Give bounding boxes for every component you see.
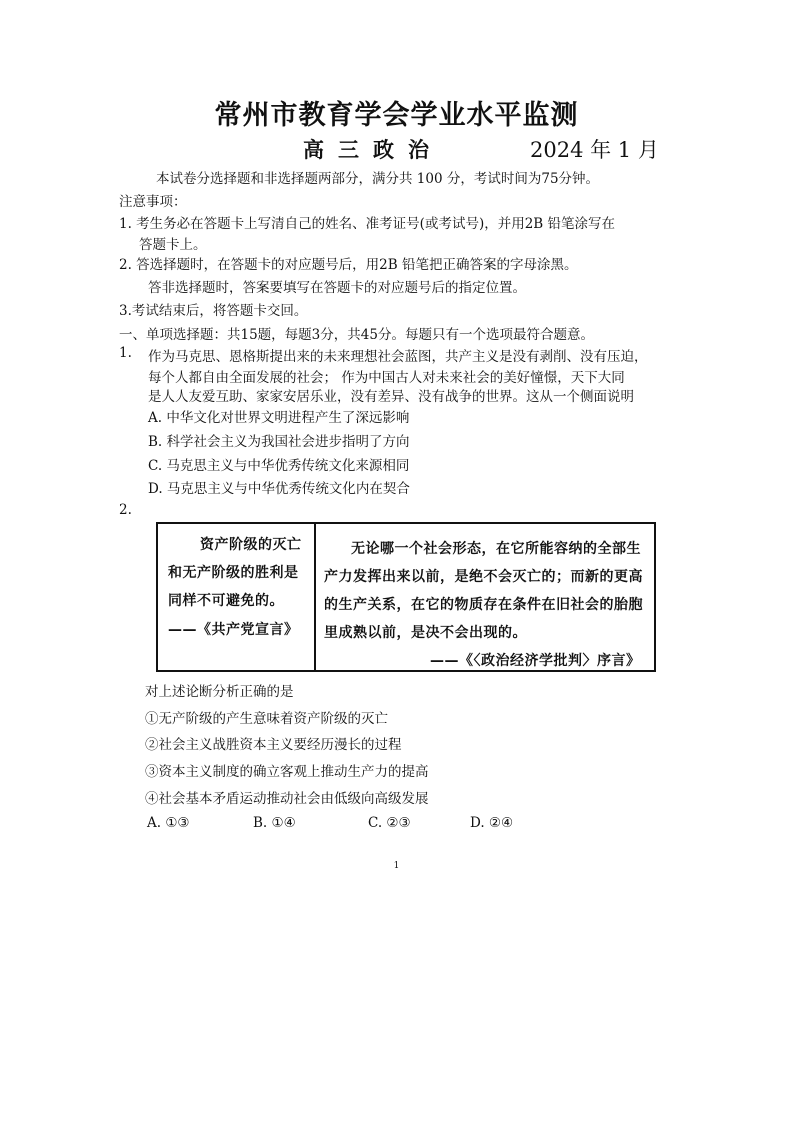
quote-right-source: ——《〈政治经济学批判〉序言》: [430, 653, 641, 669]
quote-left-line: 和无产阶级的胜利是: [168, 565, 299, 581]
quote-left-line: 资产阶级的灭亡: [200, 537, 302, 553]
question-1-stem-line-2: 每个人都自由全面发展的社会； 作为中国古人对未来社会的美好憧憬，天下大同: [148, 370, 625, 386]
question-2-choice-a[interactable]: A. ①③: [147, 815, 190, 831]
question-1-option-a[interactable]: A. 中华文化对世界文明进程产生了深远影响: [148, 410, 410, 426]
question-2-choice-d[interactable]: D. ②④: [470, 815, 514, 831]
page-number: 1: [393, 861, 400, 871]
question-2-statement-2: ②社会主义战胜资本主义要经历漫长的过程: [145, 737, 402, 753]
question-1-stem-line-3: 是人人友爱互助、家家安居乐业，没有差异、没有战争的世界。这从一个侧面说明: [148, 389, 634, 405]
notice-item-1: 1. 考生务必在答题卡上写清自己的姓名、准考证号(或考试号)，并用2B 铅笔涂写在: [119, 216, 616, 232]
question-1-option-c[interactable]: C. 马克思主义与中华优秀传统文化来源相同: [148, 458, 410, 474]
question-2-statement-1: ①无产阶级的产生意味着资产阶级的灭亡: [145, 711, 388, 727]
question-1-number: 1.: [119, 345, 132, 361]
question-1-option-b[interactable]: B. 科学社会主义为我国社会进步指明了方向: [148, 434, 410, 450]
quote-left-source: ——《共产党宣言》: [168, 622, 299, 638]
question-2-number: 2.: [119, 502, 132, 518]
notice-heading: 注意事项：: [119, 194, 187, 210]
quote-right-line: 里成熟以前，是决不会出现的。: [324, 625, 527, 641]
question-2-choice-b[interactable]: B. ①④: [253, 815, 296, 831]
notice-item-2: 2. 答选择题时，在答题卡的对应题号后，用2B 铅笔把正确答案的字母涂黑。: [119, 257, 578, 273]
quote-left-panel: [158, 524, 316, 670]
quote-right-line: 无论哪一个社会形态，在它所能容纳的全部生: [351, 541, 641, 557]
quote-box: [156, 522, 656, 672]
quote-right-panel: [316, 524, 654, 670]
question-1-stem-line-1: 作为马克思、恩格斯提出来的未来理想社会蓝图，共产主义是没有剥削、没有压迫，: [148, 349, 648, 365]
question-1-option-d[interactable]: D. 马克思主义与中华优秀传统文化内在契合: [148, 481, 410, 497]
exam-title: 常州市教育学会学业水平监测: [214, 100, 579, 131]
notice-item-2-extra: 答非选择题时，答案要填写在答题卡的对应题号后的指定位置。: [148, 280, 526, 296]
question-2-statement-4: ④社会基本矛盾运动推动社会由低级向高级发展: [145, 791, 429, 807]
notice-item-3: 3.考试结束后，将答题卡交回。: [119, 303, 308, 319]
exam-subject: 高三政治: [303, 137, 443, 162]
question-2-prompt: 对上述论断分析正确的是: [145, 684, 294, 700]
exam-date: 2024 年 1 月: [530, 138, 659, 162]
quote-right-line: 产力发挥出来以前，是绝不会灭亡的；而新的更高: [324, 569, 643, 585]
notice-item-1-cont: 答题卡上。: [139, 237, 207, 253]
question-2-statement-3: ③资本主义制度的确立客观上推动生产力的提高: [145, 764, 429, 780]
question-2-choice-c[interactable]: C. ②③: [368, 815, 411, 831]
intro-text: 本试卷分选择题和非选择题两部分，满分共 100 分，考试时间为75分钟。: [156, 171, 600, 187]
quote-right-line: 的生产关系，在它的物质存在条件在旧社会的胎胞: [324, 597, 643, 613]
quote-left-line: 同样不可避免的。: [168, 593, 284, 609]
section-heading: 一、单项选择题：共15题，每题3分，共45分。每题只有一个选项最符合题意。: [119, 327, 594, 343]
